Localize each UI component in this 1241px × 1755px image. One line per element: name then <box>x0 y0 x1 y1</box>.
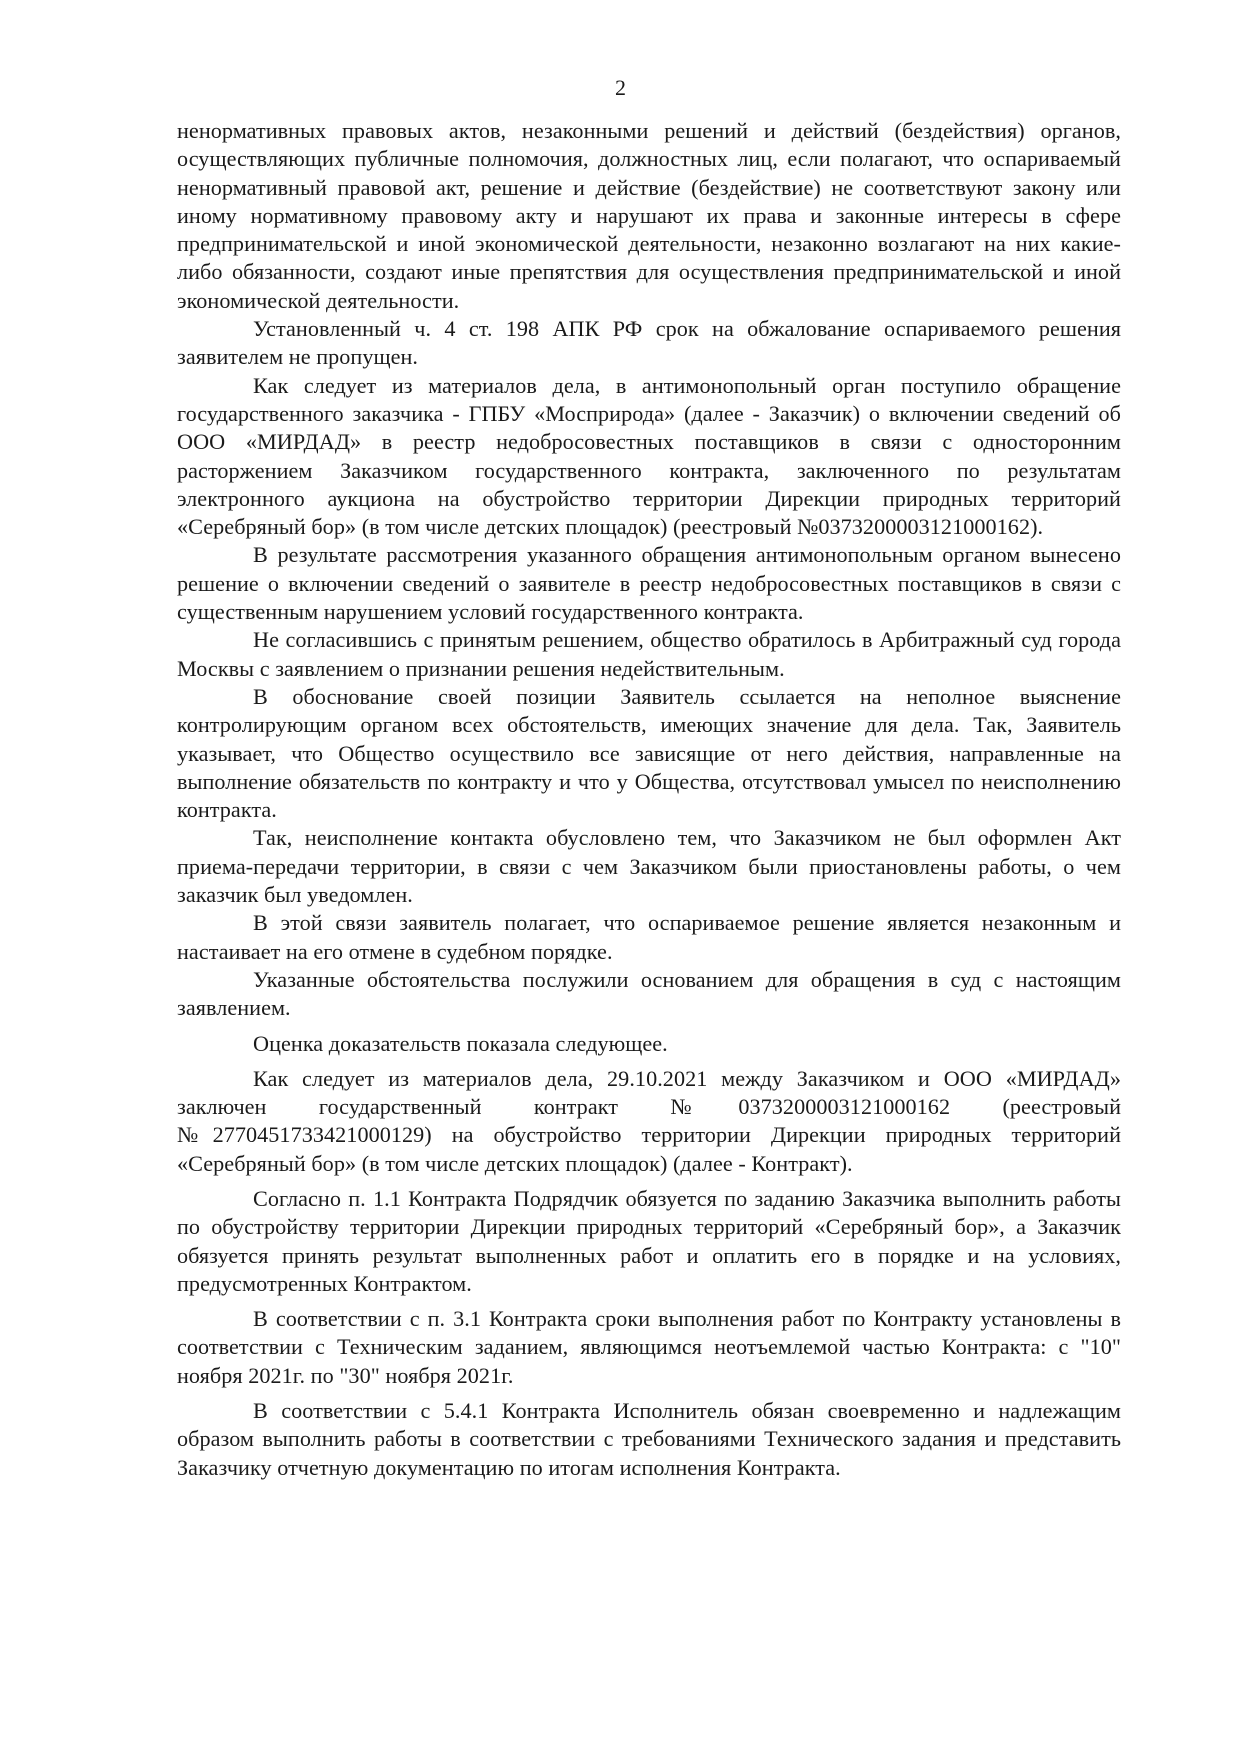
paragraph-grounds: Указанные обстоятельства послужили основанием для обращения в суд с настоящим заявлением. <box>177 966 1121 1021</box>
paragraph-evidence-assessment: Оценка доказательств показала следующее. <box>253 1030 668 1056</box>
paragraph-clause-1-1: Согласно п. 1.1 Контракта Подрядчик обязуется по заданию Заказчика выполнить работы по обустройству территории Дирекции природных территорий «Серебряный бор», а Заказчик обязуется принять результат выполненных работ и оплатить его в порядке и на условиях, предусмотренных Контрактом. <box>177 1185 1121 1296</box>
paragraph-applicant-position: В обоснование своей позиции Заявитель ссылается на неполное выяснение контролирующим органом всех обстоятельств, имеющих значение для дела. Так, Заявитель указывает, что Общество осуществило все зависящие от него действия, направленные на выполнение обязательств по контракту и что у Общества, отсутствовал умысел по неисполнению контракта. <box>177 683 1121 823</box>
paragraph-appeal: Не согласившись с принятым решением, общество обратилось в Арбитражный суд города Москвы с заявлением о признании решения недействительным. <box>177 627 1121 681</box>
paragraph-contract-concluded: Как следует из материалов дела, 29.10.2021 между Заказчиком и ООО «МИРДАД» заключен государственный контракт №0373200003121000162 (реестровый №2770451733421000129) на обустройство территории Дирекции природных территорий «Серебряный бор» (в том числе детских площадок) (далее - Контракт). <box>177 1065 1121 1176</box>
paragraph-continuation: ненормативных правовых актов, незаконными решений и действий (бездействия) органов, осуществляющих публичные полномочия, должностных лиц, если полагают, что оспариваемый ненормативный правовой акт, решение и действие (бездействие) не соответствуют закону или иному нормативному правовому акту и нарушают их права и законные интересы в сфере предпринимательской и иной экономической деятельности, незаконно возлагают на них какие-либо обязанности, создают иные препятствия для осуществления предпринимательской и иной экономической деятельности. <box>177 118 1121 313</box>
paragraph-case-materials: Как следует из материалов дела, в антимонопольный орган поступило обращение государственного заказчика - ГПБУ «Мосприрода» (далее - Заказчик) о включении сведений об ООО «МИРДАД» в реестр недобросовестных поставщиков в связи с односторонним расторжением Заказчиком государственного контракта, заключенного по результатам электронного аукциона на обустройство территории Дирекции природных территорий «Серебряный бор» (в том числе детских площадок) (реестровый №0373200003121000162). <box>177 372 1121 540</box>
page-number: 2 <box>615 75 626 100</box>
paragraph-clause-5-4-1: В соответствии с 5.4.1 Контракта Исполнитель обязан своевременно и надлежащим образом выполнить работы в соответствии с требованиями Технического задания и представить Заказчику отчетную документацию по итогам исполнения Контракта. <box>177 1398 1121 1480</box>
paragraph-clause-3-1: В соответствии с п. 3.1 Контракта сроки выполнения работ по Контракту установлены в соответствии с Техническим заданием, являющимся неотъемлемой частью Контракта: с "10" ноября 2021г. по "30" ноября 2021г. <box>177 1306 1121 1388</box>
paragraph-appeal-deadline: Установленный ч. 4 ст. 198 АПК РФ срок на обжалование оспариваемого решения заявителем не пропущен. <box>177 316 1121 370</box>
paragraph-applicant-claim: В этой связи заявитель полагает, что оспариваемое решение является незаконным и настаивает на его отмене в судебном порядке. <box>177 910 1121 964</box>
document-body <box>177 117 1121 1482</box>
paragraph-non-performance: Так, неисполнение контакта обусловлено тем, что Заказчиком не был оформлен Акт приема-передачи территории, в связи с чем Заказчиком были приостановлены работы, о чем заказчик был уведомлен. <box>177 825 1121 908</box>
paragraph-decision: В результате рассмотрения указанного обращения антимонопольным органом вынесено решение о включении сведений о заявителе в реестр недобросовестных поставщиков в связи с существенным нарушением условий государственного контракта. <box>177 542 1121 625</box>
